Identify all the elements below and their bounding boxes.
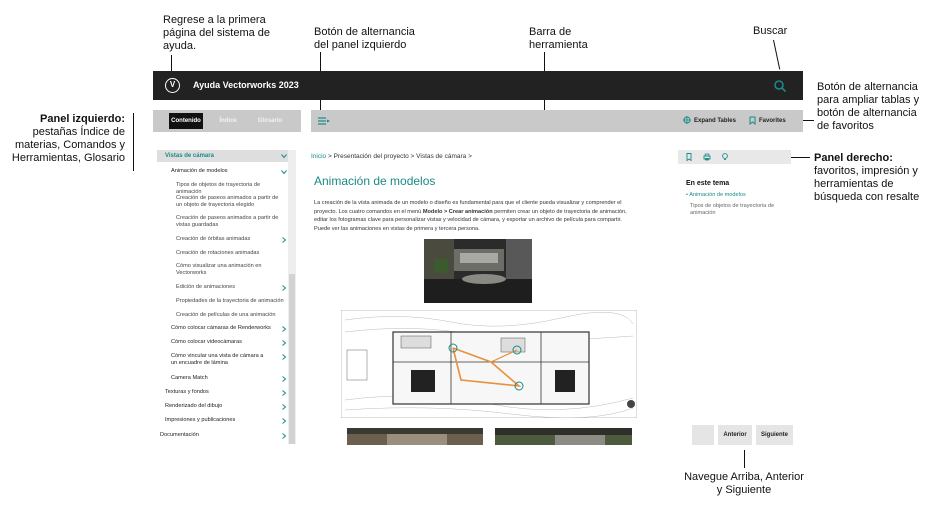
nav-item[interactable]: Impresiones y publicaciones [165,417,291,424]
favorites-button[interactable]: Favorites [749,110,786,132]
nav-item[interactable]: Camera Match [171,375,291,382]
chevron-right-icon[interactable] [281,404,287,410]
breadcrumb-home-link[interactable]: Inicio [311,153,327,160]
leader-line [171,55,172,71]
leader-line [773,40,780,70]
nav-item[interactable]: Creación de rotaciones animadas [176,250,260,256]
leader-line [744,450,745,468]
bookmark-icon [749,116,756,125]
topic-link[interactable]: Tipos de objetos de trayectoria de animación [690,203,775,216]
tab-contents[interactable]: Contenido [169,113,203,129]
topic-link-current[interactable]: • Animación de modelos [686,192,746,198]
callout-left-toggle: Botón de alternancia del panel izquierdo [314,26,415,51]
intro-paragraph: La creación de la vista animada de un modelo o diseño es fundamental para que el cliente pueda visualizar y comprender el proyecto. Los cuatro comandos en el menú Modelo > Crear animación permiten crear un objeto de trayectoria de animación, editar los fotogramas clave para personalizar vistas y velocidad de cámara, y exportar un archivo de película para compartir. Puede ver las animaciones en vistas de primera y tercera persona. [314,200,627,232]
nav-item[interactable]: Propiedades de la trayectoria de animación [176,298,284,304]
render-image-bottom-left [347,428,483,445]
home-logo-button[interactable]: V [165,78,180,93]
chevron-right-icon[interactable] [281,433,287,439]
left-nav-tree [153,148,296,445]
expand-tables-button[interactable]: Expand Tables [683,110,736,132]
breadcrumb [311,153,472,160]
nav-item[interactable]: Edición de animaciones [176,284,291,291]
nav-item[interactable]: Texturas y fondos [165,389,291,396]
app-title: Ayuda Vectorworks 2023 [193,80,299,90]
callout-toolbar: Barra de herramienta [529,26,588,51]
render-image-top [424,239,532,303]
nav-item[interactable]: Documentación [160,432,291,439]
nav-item[interactable]: Cómo colocar videocámaras [171,339,291,346]
callout-search: Buscar [753,25,788,37]
header-bar [153,71,803,100]
chevron-down-icon[interactable] [281,153,287,159]
callout-home: Regrese a la primera página del sistema de ayuda. [163,14,271,52]
tab-index[interactable]: Índice [219,118,237,124]
right-panel-toolbar [678,150,791,164]
up-button[interactable] [692,425,714,445]
search-icon[interactable] [773,79,787,93]
chevron-right-icon[interactable] [281,340,287,346]
render-image-bottom-right [495,428,632,445]
nav-item[interactable]: Cómo colocar cámaras de Renderworks [171,325,291,332]
nav-item[interactable]: Creación de paseos animados a partir de un objeto de trayectoria elegido [176,195,279,208]
nav-item[interactable]: Tipos de objetos de trayectoria de animación [176,182,261,195]
leader-line [133,113,134,171]
bookmark-icon[interactable] [685,153,693,161]
nav-item-vistas-de-camara[interactable]: Vistas de cámara [157,150,291,162]
highlight-bulb-icon[interactable] [721,153,729,161]
chevron-right-icon[interactable] [281,285,287,291]
left-nav-scrollbar-thumb[interactable] [289,274,295,444]
chevron-down-icon[interactable] [281,169,287,175]
nav-item[interactable]: Creación de paseos animados a partir de vistas guardadas [176,215,279,228]
left-panel-tabs [153,110,301,132]
nav-item[interactable]: Renderizado del dibujo [165,403,291,410]
next-button[interactable]: Siguiente [756,425,793,445]
chevron-right-icon[interactable] [281,376,287,382]
callout-right-toggles: Botón de alternancia para ampliar tablas y botón de alternancia de favoritos [817,81,920,132]
toolbar [311,110,803,132]
chevron-right-icon[interactable] [281,354,287,360]
nav-item[interactable]: Creación de películas de una animación [176,312,276,318]
page-title: Animación de modelos [314,174,436,188]
nav-item-animacion-de-modelos[interactable]: Animación de modelos [171,168,291,175]
callout-nav: Navegue Arriba, Anterior y Siguiente [684,471,804,496]
tab-glossary[interactable]: Glosario [257,118,283,124]
print-icon[interactable] [703,153,711,161]
chevron-right-icon[interactable] [281,390,287,396]
nav-item[interactable]: Creación de órbitas animadas [176,236,291,243]
expand-icon [683,116,691,124]
previous-button[interactable]: Anterior [718,425,752,445]
left-panel-toggle-icon[interactable] [317,115,331,127]
chevron-right-icon[interactable] [281,326,287,332]
callout-right-panel: Panel derecho: favoritos, impresión y herramientas de búsqueda con resalte [814,152,920,203]
floor-plan-drawing [341,310,637,418]
chevron-right-icon[interactable] [281,237,287,243]
nav-item[interactable]: Cómo visualizar una animación en Vectorworks [176,263,262,276]
breadcrumb-path[interactable]: > Presentación del proyecto > Vistas de cámara > [326,153,472,160]
callout-left-panel: Panel izquierdo: pestañas Índice de materias, Comandos y Herramientas, Glosario [11,113,125,164]
in-this-topic-heading: En este tema [686,180,730,187]
chevron-right-icon[interactable] [281,418,287,424]
nav-item[interactable]: Cómo vincular una vista de cámara a un encuadre de lámina [171,353,291,367]
